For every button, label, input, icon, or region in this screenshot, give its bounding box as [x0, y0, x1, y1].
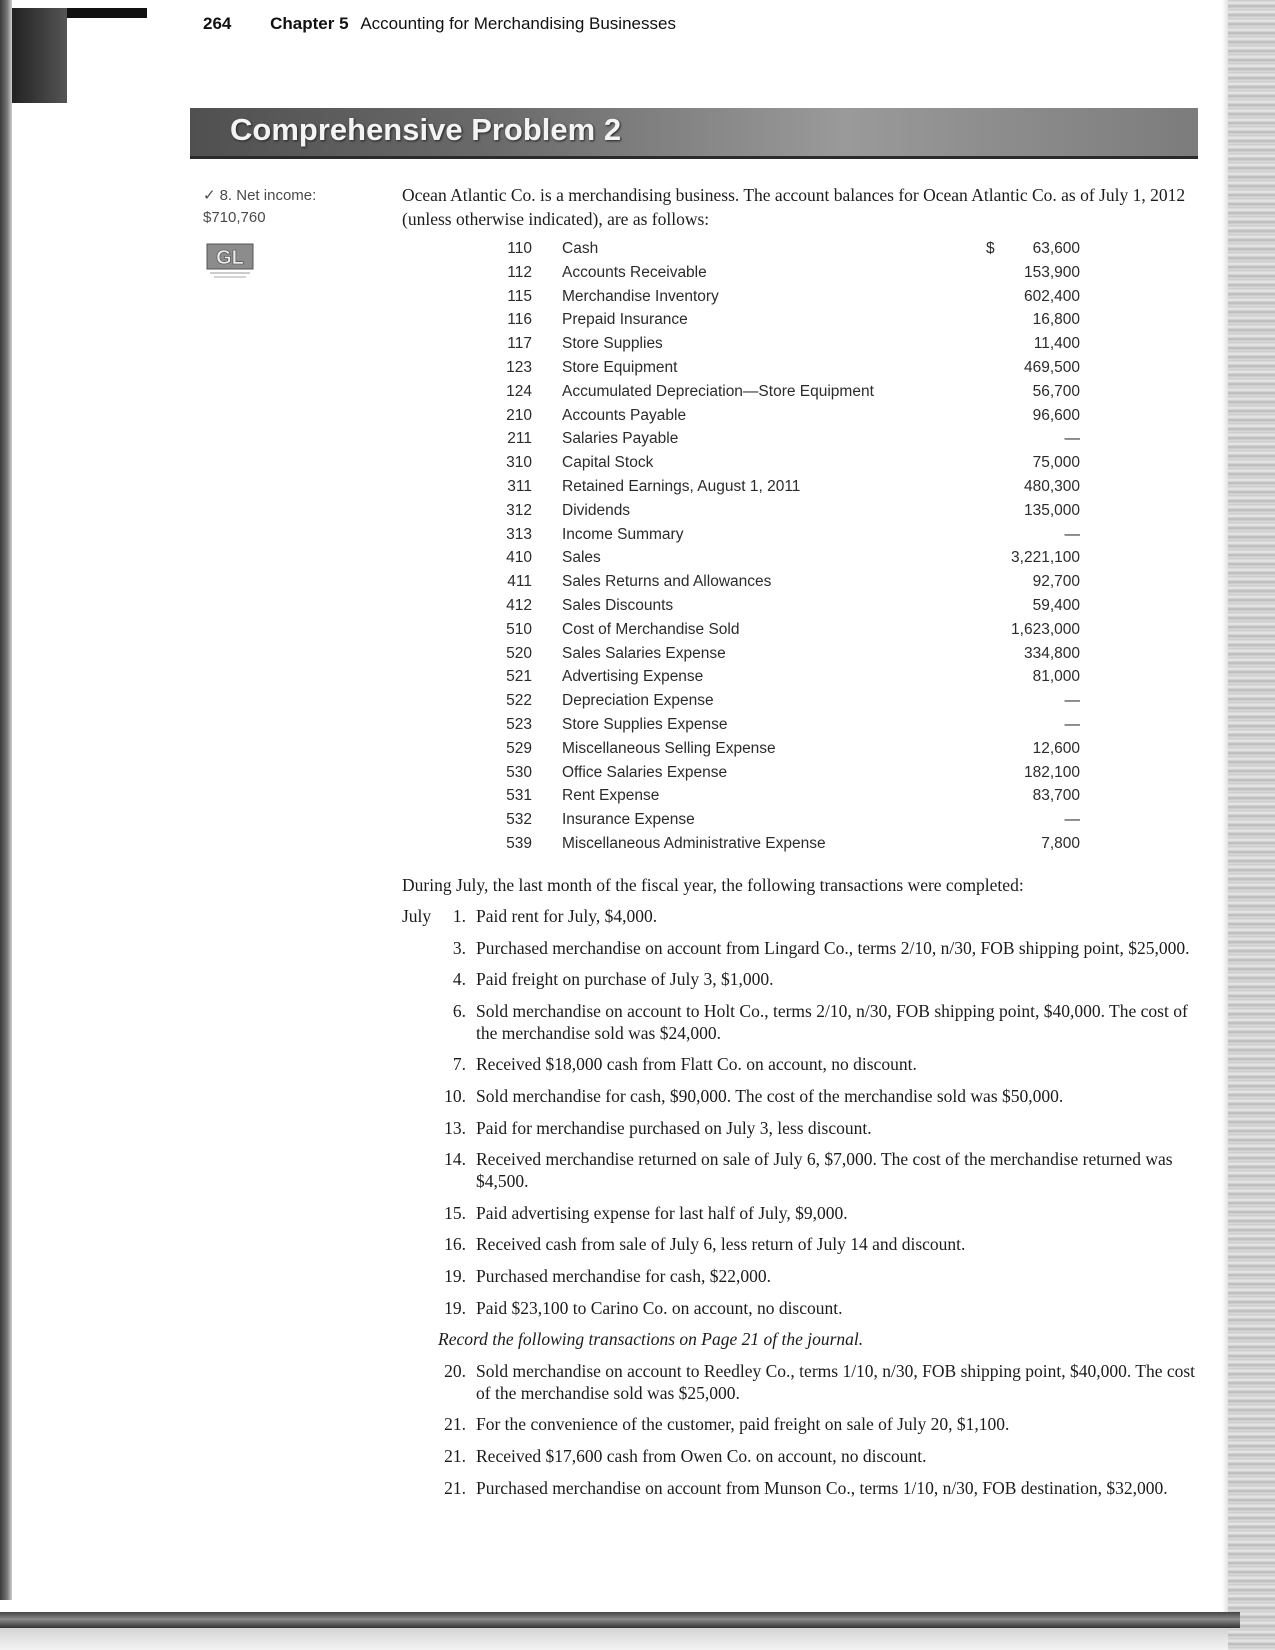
transaction-day: 1. — [452, 906, 466, 926]
account-balance: 16,800 — [1032, 311, 1080, 329]
account-number: 211 — [507, 430, 532, 448]
account-name: Store Supplies — [562, 335, 663, 353]
account-name: Prepaid Insurance — [562, 311, 688, 329]
account-balance: 11,400 — [1033, 335, 1080, 353]
account-name: Miscellaneous Administrative Expense — [562, 834, 826, 852]
account-name: Cost of Merchandise Sold — [562, 620, 740, 638]
account-balance: — — [1064, 715, 1080, 733]
account-row — [470, 430, 1080, 454]
account-name: Office Salaries Expense — [562, 763, 728, 781]
account-name: Depreciation Expense — [562, 692, 714, 710]
transaction-text: Sold merchandise for cash, $90,000. The cost of the merchandise sold was $50,000. — [476, 1085, 1064, 1106]
account-name: Income Summary — [562, 525, 684, 543]
transaction-text: Paid freight on purchase of July 3, $1,000. — [476, 969, 774, 990]
transaction-item — [402, 1117, 1212, 1139]
account-name: Sales Salaries Expense — [562, 644, 726, 662]
account-number: 310 — [506, 454, 532, 472]
transaction-day: 19. — [444, 1297, 466, 1318]
transaction-text: Sold merchandise on account to Holt Co., terms 2/10, n/30, FOB shipping point, $40,000. The cost of the merchandise sold was $24,000. — [476, 1000, 1188, 1043]
running-header — [203, 14, 676, 34]
account-balance: 334,800 — [1023, 644, 1080, 662]
account-number: 210 — [506, 406, 532, 424]
account-name: Cash — [562, 240, 599, 257]
transaction-text: Received $18,000 cash from Flatt Co. on account, no discount. — [476, 1054, 917, 1075]
account-name: Salaries Payable — [562, 430, 679, 448]
account-name: Store Supplies Expense — [562, 715, 728, 733]
account-row — [470, 264, 1080, 288]
account-row — [470, 407, 1080, 431]
transaction-day: 19. — [444, 1265, 466, 1286]
account-name: Sales — [562, 549, 601, 567]
transaction-item — [402, 1202, 1212, 1224]
account-row — [470, 478, 1080, 502]
account-balance: 75,000 — [1032, 454, 1080, 472]
account-number: 117 — [507, 335, 532, 353]
transaction-text: Purchased merchandise on account from Lingard Co., terms 2/10, n/30, FOB shipping point, $25,000. — [476, 937, 1190, 958]
transaction-day: 16. — [444, 1234, 466, 1255]
account-balance: 92,700 — [1032, 573, 1080, 591]
chapter-title: Accounting for Merchandising Businesses — [360, 14, 676, 33]
account-row — [470, 526, 1080, 550]
account-row — [470, 573, 1080, 597]
transaction-day: 21. — [444, 1414, 466, 1435]
account-row — [470, 764, 1080, 788]
account-row — [470, 597, 1080, 621]
scan-left-edge — [0, 0, 12, 1600]
scan-right-edge — [1228, 0, 1275, 1650]
account-row — [470, 240, 1080, 264]
account-balance: 480,300 — [1023, 477, 1080, 495]
account-row — [470, 645, 1080, 669]
account-name: Sales Returns and Allowances — [562, 573, 772, 591]
transaction-text: Purchased merchandise on account from Munson Co., terms 1/10, n/30, FOB destination, $32,000. — [476, 1477, 1168, 1498]
transaction-text: Paid for merchandise purchased on July 3, less discount. — [476, 1117, 872, 1138]
check-figure-value: $710,760 — [203, 209, 266, 226]
section-banner — [190, 108, 1198, 159]
transaction-month: July — [402, 906, 432, 926]
account-balance: 153,900 — [1023, 263, 1080, 281]
scan-bottom-margin — [0, 1628, 1228, 1650]
account-number: 115 — [507, 287, 532, 305]
account-balance: 83,700 — [1032, 787, 1080, 805]
account-balance: — — [1064, 525, 1080, 543]
transaction-item — [402, 1085, 1212, 1107]
account-balance: 59,400 — [1032, 596, 1080, 614]
account-balance: — — [1064, 430, 1080, 448]
transaction-text: Received cash from sale of July 6, less return of July 14 and discount. — [476, 1234, 966, 1255]
account-number: 532 — [506, 811, 532, 829]
transactions-intro: During July, the last month of the fiscal year, the following transactions were completed: — [402, 875, 1024, 895]
account-balance: 63,600 — [1032, 240, 1080, 257]
account-balances-table — [470, 240, 1080, 859]
transaction-item — [402, 1413, 1212, 1435]
account-number: 116 — [507, 311, 532, 329]
section-title: Comprehensive Problem 2 — [230, 112, 622, 147]
account-balance: 135,000 — [1023, 501, 1080, 519]
account-row — [470, 502, 1080, 526]
account-balance: 96,600 — [1032, 406, 1080, 424]
account-row — [470, 549, 1080, 573]
account-balance: 3,221,100 — [1011, 549, 1080, 567]
account-name: Rent Expense — [562, 787, 660, 805]
transaction-day: 15. — [444, 1202, 466, 1223]
account-number: 523 — [506, 715, 532, 733]
transaction-text: Paid rent for July, $4,000. — [476, 906, 658, 926]
check-figure-note — [203, 185, 316, 229]
transaction-item — [402, 1360, 1212, 1404]
account-number: 520 — [506, 644, 532, 662]
account-number: 412 — [506, 596, 532, 614]
account-number: 521 — [506, 668, 532, 686]
account-number: 312 — [506, 501, 532, 519]
account-name: Sales Discounts — [562, 596, 674, 614]
transaction-day: 7. — [452, 1054, 466, 1075]
account-number: 313 — [506, 525, 532, 543]
corner-mark-vertical — [12, 8, 67, 103]
transaction-day: 21. — [444, 1445, 466, 1466]
transaction-item — [402, 1477, 1212, 1499]
transaction-item — [402, 1265, 1212, 1287]
check-figure-label: 8. Net income: — [219, 187, 317, 204]
transaction-day: 3. — [452, 937, 466, 958]
account-number: 529 — [506, 739, 532, 757]
account-row — [470, 288, 1080, 312]
general-ledger-icon — [206, 243, 254, 279]
scan-bottom-edge — [0, 1612, 1240, 1628]
account-row — [470, 692, 1080, 716]
transaction-item — [402, 1297, 1212, 1319]
account-number: 110 — [507, 240, 532, 257]
account-row — [470, 454, 1080, 478]
account-balance: 602,400 — [1023, 287, 1080, 305]
transaction-text: Received merchandise returned on sale of July 6, $7,000. The cost of the merchandise returned was $4,500. — [476, 1149, 1173, 1192]
account-row — [470, 787, 1080, 811]
chapter-label: Chapter 5 — [270, 14, 349, 33]
transaction-text: Sold merchandise on account to Reedley Co., terms 1/10, n/30, FOB shipping point, $40,000. The cost of the merchandise sold was $25,000. — [476, 1360, 1196, 1403]
account-balance: 469,500 — [1023, 358, 1080, 376]
account-name: Retained Earnings, August 1, 2011 — [562, 477, 801, 495]
account-balance: 7,800 — [1041, 834, 1080, 852]
account-number: 123 — [506, 358, 532, 376]
transaction-item — [402, 1053, 1212, 1075]
account-row — [470, 383, 1080, 407]
transaction-text: Paid advertising expense for last half of July, $9,000. — [476, 1202, 848, 1223]
account-row — [470, 811, 1080, 835]
account-balance: — — [1064, 692, 1080, 710]
account-balance: 1,623,000 — [1011, 620, 1080, 638]
transaction-day: 21. — [444, 1477, 466, 1498]
transaction-day: 20. — [444, 1360, 466, 1381]
transaction-item — [402, 1445, 1212, 1467]
transaction-item — [402, 937, 1212, 959]
account-balance: 182,100 — [1023, 763, 1080, 781]
checkmark-icon: ✓ — [203, 187, 216, 204]
account-name: Accounts Receivable — [562, 263, 707, 281]
transaction-item — [402, 1148, 1212, 1192]
account-row — [470, 311, 1080, 335]
account-number: 522 — [506, 692, 532, 710]
account-number: 411 — [507, 573, 532, 591]
account-row — [470, 668, 1080, 692]
account-balance: 56,700 — [1032, 382, 1080, 400]
gl-logo-text: GL — [216, 247, 244, 269]
account-row — [470, 359, 1080, 383]
currency-symbol: $ — [986, 240, 995, 257]
account-name: Accumulated Depreciation—Store Equipment — [562, 382, 874, 400]
account-number: 539 — [506, 834, 532, 852]
transaction-text: Paid $23,100 to Carino Co. on account, no discount. — [476, 1297, 843, 1318]
account-number: 530 — [506, 763, 532, 781]
account-number: 311 — [507, 477, 532, 495]
account-name: Dividends — [562, 501, 631, 519]
account-row — [470, 835, 1080, 859]
account-name: Accounts Payable — [562, 406, 687, 424]
account-row — [470, 335, 1080, 359]
transaction-text: For the convenience of the customer, paid freight on sale of July 20, $1,100. — [476, 1414, 1010, 1435]
account-number: 112 — [507, 263, 532, 281]
transaction-item — [402, 905, 1212, 927]
account-number: 124 — [506, 382, 532, 400]
account-balance: 12,600 — [1032, 739, 1080, 757]
problem-intro: Ocean Atlantic Co. is a merchandising business. The account balances for Ocean Atlantic Co. as of July 1, 2012 (unless otherwise indicated), are as follows: — [402, 185, 1186, 229]
transaction-item — [402, 968, 1212, 990]
page-number: 264 — [203, 14, 232, 33]
account-name: Insurance Expense — [562, 811, 695, 829]
transaction-day: 4. — [452, 969, 466, 990]
transactions-list — [402, 905, 1212, 1508]
transaction-text: Received $17,600 cash from Owen Co. on account, no discount. — [476, 1445, 927, 1466]
account-row — [470, 716, 1080, 740]
transaction-item — [402, 1000, 1212, 1044]
account-name: Miscellaneous Selling Expense — [562, 739, 776, 757]
account-number: 510 — [506, 620, 532, 638]
transaction-day: 13. — [444, 1117, 466, 1138]
transaction-day: 10. — [444, 1085, 466, 1106]
transaction-day: 14. — [444, 1149, 466, 1170]
account-row — [470, 621, 1080, 645]
journal-instruction: Record the following transactions on Page 21 of the journal. — [438, 1329, 864, 1350]
transaction-item — [402, 1233, 1212, 1255]
account-balance: — — [1064, 811, 1080, 829]
account-number: 410 — [506, 549, 532, 567]
account-name: Capital Stock — [562, 454, 654, 472]
account-row — [470, 740, 1080, 764]
account-balance: 81,000 — [1032, 668, 1080, 686]
account-name: Advertising Expense — [562, 668, 704, 686]
account-name: Merchandise Inventory — [562, 287, 719, 305]
account-number: 531 — [506, 787, 532, 805]
transaction-day: 6. — [452, 1000, 466, 1021]
account-name: Store Equipment — [562, 358, 678, 376]
transaction-text: Purchased merchandise for cash, $22,000. — [476, 1265, 771, 1286]
